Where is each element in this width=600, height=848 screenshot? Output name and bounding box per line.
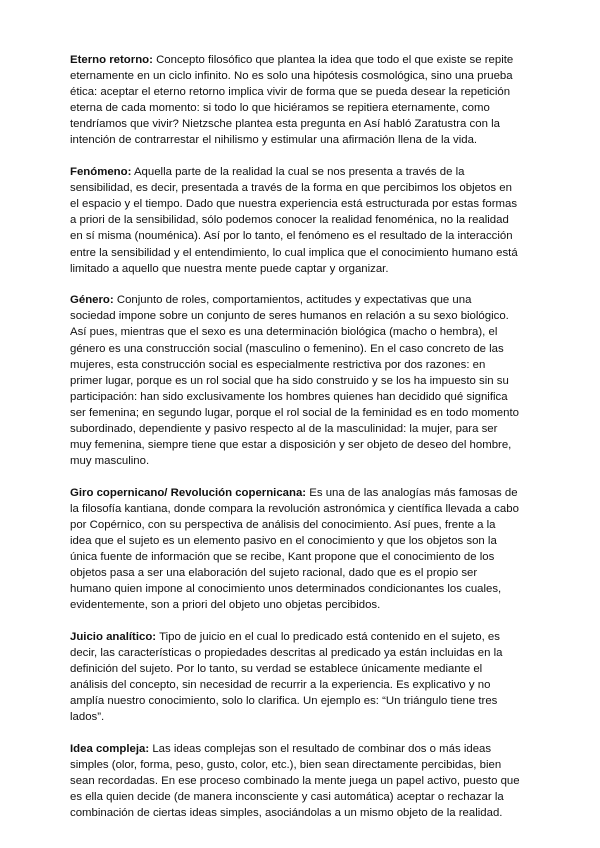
entry-definition: Concepto filosófico que plantea la idea que todo el que existe se repite eternamente en un ciclo infinito. No es solo una hipótesis cosmológica, sino una prueba ética: aceptar el eterno retorno implica vivir de forma que se pueda desear la repetición eterna de cada momento: si todo lo que hiciéramos se repitiera eternamente, como tendríamos que vivir? Nietzsche plantea esta pregunta en Así habló Zaratustra con la intención de contrarrestar el nihilismo y estimular una afirmación llena de la vida. [70, 54, 514, 147]
entry-definition: Es una de las analogías más famosas de la filosofía kantiana, donde compara la revolución astronómica y científica llevada a cabo por Copérnico, con su perspectiva de análisis del conocimiento. Así pues, frente a la idea que el sujeto es un elemento pasivo en el conocimiento y que los objetos son la única fuente de información que se recibe, Kant propone que el conocimiento de los objetos pasa a ser una elaboración del sujeto racional, dado que es el propio ser humano quien impone al conocimiento unos determinados condicionantes los cuales, evidentemente, son a priori del objeto uno objetas percibidos. [70, 486, 519, 612]
entry-term: Fenómeno: [70, 166, 132, 179]
glossary-entry-juicio-analitico [70, 629, 520, 726]
glossary-entry-eterno-retorno [70, 52, 520, 149]
entry-definition: Las ideas complejas son el resultado de combinar dos o más ideas simples (olor, forma, peso, gusto, color, etc.), bien sean directamente percibidas, bien sean recordadas. En ese proceso combinado la mente juega un papel activo, puesto que es ella quien decide (de manera inconsciente y casi automática) aceptar o rechazar la combinación de ciertas ideas simples, asociándolas a un mismo objeto de la realidad. [70, 743, 520, 820]
entry-term: Juicio analítico: [70, 631, 157, 643]
glossary-entry-idea-compleja [70, 741, 520, 821]
glossary-entry-genero [70, 292, 520, 469]
entry-definition: Tipo de juicio en el cual lo predicado está contenido en el sujeto, es decir, las características o propiedades descritas al predicado ya están incluidas en la definición del sujeto. Por lo tanto, su verdad se establece únicamente mediante el análisis del concepto, sin necesidad de recurrir a la experiencia. Es explicativo y no amplía nuestro conocimiento, solo lo clarifica. Un ejemplo es: “Un triángulo tiene tres lados”. [70, 631, 503, 724]
entry-definition: Aquella parte de la realidad la cual se nos presenta a través de la sensibilidad, es decir, presentada a través de la forma en que percibimos los objetos en el espacio y el tiempo. Dado que nuestra experiencia está estructurada por estas formas a priori de la sensibilidad, sólo podemos conocer la realidad fenoménica, no la realidad en sí misma (nouménica). Así por lo tanto, el fenómeno es el resultado de la interacción entre la sensibilidad y el entendimiento, lo cual implica que el conocimiento humano está limitado a aquello que nuestra mente puede captar y organizar. [70, 166, 518, 275]
glossary-entry-fenomeno [70, 164, 520, 277]
entry-definition: Conjunto de roles, comportamientos, actitudes y expectativas que una sociedad impone sobre un conjunto de seres humanos en relación a su sexo biológico. Así pues, mientras que el sexo es una determinación biológica (macho o hembra), el género es una construcción social (masculino o femenino). En el caso concreto de las mujeres, esta construcción social es especialmente restrictiva por dos razones: en primer lugar, porque es un rol social que ha sido construido y se los ha impuesto sin su participación: han sido exclusivamente los hombres quienes han decidido qué significa ser femenina; en segundo lugar, porque el rol social de la feminidad es en todo momento subordinado, dependiente y pasivo respecto al de la masculinidad: la mujer, para ser muy femenina, siempre tiene que estar a disposición y ser objeto de deseo del hombre, muy masculino. [70, 294, 519, 468]
entry-term: Idea compleja: [70, 743, 150, 756]
entry-term: Género: [70, 294, 114, 307]
entry-term: Eterno retorno: [70, 54, 153, 66]
entry-term: Giro copernicano/ Revolución copernicana: [70, 486, 307, 499]
glossary-entry-giro-copernicano [70, 485, 520, 614]
